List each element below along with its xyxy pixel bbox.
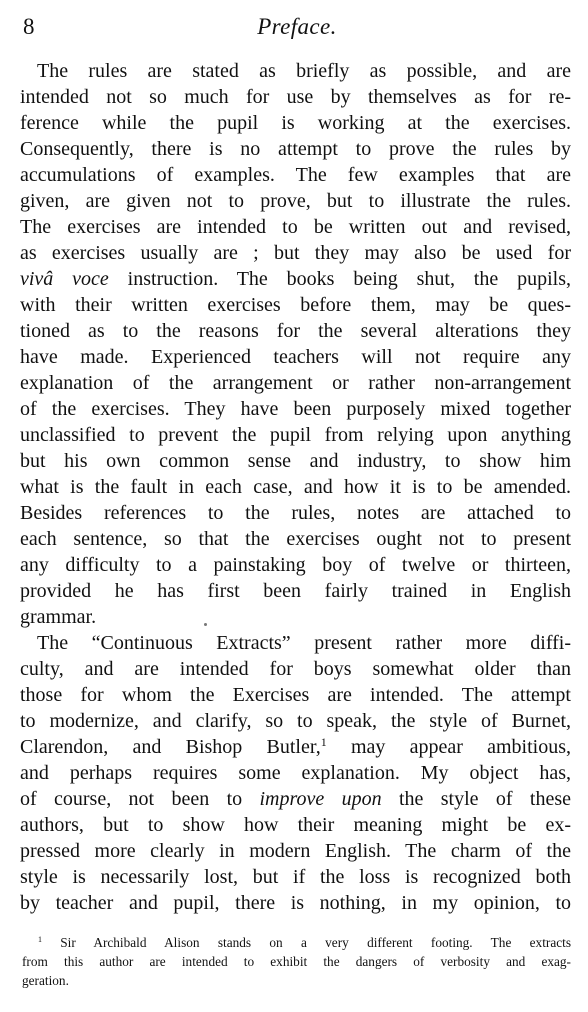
text-line: pressed more clearly in modern English. The charm of the xyxy=(20,840,571,862)
preface-body-text xyxy=(20,58,571,916)
text-line xyxy=(20,266,571,292)
print-speck xyxy=(204,623,207,626)
text-line: as exercises usually are ; but they may also be used for xyxy=(20,242,571,264)
footnote-line: geration. xyxy=(22,973,69,988)
italic-phrase: improve upon xyxy=(259,788,382,810)
text-line xyxy=(20,786,571,812)
text-line: tioned as to the reasons for the several alterations they xyxy=(20,320,571,342)
text-line: unclassified to prevent the pupil from relying upon anything xyxy=(20,424,571,446)
text-line xyxy=(20,734,571,760)
text-line: Consequently, there is no attempt to prove the rules by xyxy=(20,138,571,160)
text-line: provided he has first been fairly trained in English xyxy=(20,580,571,602)
footnote-line: from this author are intended to exhibit the dangers of verbosity and exag- xyxy=(22,954,571,969)
page-header xyxy=(23,10,571,44)
text-segment: may appear ambitious, xyxy=(326,736,571,758)
text-line: style is necessarily lost, but if the loss is recognized both xyxy=(20,866,571,888)
text-segment: the style of these xyxy=(381,788,571,810)
text-segment: Clarendon, and Bishop Butler, xyxy=(20,736,321,758)
text-line: authors, but to show how their meaning might be ex- xyxy=(20,814,571,836)
text-line: with their written exercises before them, may be ques- xyxy=(20,294,571,316)
text-line: given, are given not to prove, but to illustrate the rules. xyxy=(20,190,571,212)
text-line: those for whom the Exercises are intended. The attempt xyxy=(20,684,571,706)
text-line: but his own common sense and industry, to show him xyxy=(20,450,571,472)
text-segment: Sir Archibald Alison stands on a very different footing. The extracts xyxy=(60,935,571,950)
text-line: of the exercises. They have been purposely mixed together xyxy=(20,398,571,420)
italic-phrase: vivâ voce xyxy=(20,268,109,290)
running-title: Preface. xyxy=(257,14,337,39)
text-line: have made. Experienced teachers will not require any xyxy=(20,346,571,368)
footnote xyxy=(22,933,571,990)
text-line: ference while the pupil is working at the exercises. xyxy=(20,112,571,134)
text-segment: of course, not been to xyxy=(20,788,260,810)
text-line: accumulations of examples. The few examples that are xyxy=(20,164,571,186)
text-line: to modernize, and clarify, so to speak, the style of Burnet, xyxy=(20,710,571,732)
footnote-marker: 1 xyxy=(38,935,42,945)
text-line: Besides references to the rules, notes are attached to xyxy=(20,502,571,524)
page-number: 8 xyxy=(23,14,35,39)
footnote-reference: 1 xyxy=(320,734,327,749)
text-line: grammar. xyxy=(20,606,97,628)
text-line: The rules are stated as briefly as possible, and are xyxy=(37,60,571,82)
text-line: The exercises are intended to be written out and revised, xyxy=(20,216,571,238)
text-line: each sentence, so that the exercises ought not to present xyxy=(20,528,571,550)
text-line: intended not so much for use by themselves as for re- xyxy=(20,86,571,108)
footnote-line xyxy=(22,933,571,952)
text-line: explanation of the arrangement or rather non-arrangement xyxy=(20,372,571,394)
text-line: and perhaps requires some explanation. My object has, xyxy=(20,762,571,784)
text-line: The “Continuous Extracts” present rather more diffi- xyxy=(37,632,571,654)
text-line: culty, and are intended for boys somewhat older than xyxy=(20,658,571,680)
text-line: any difficulty to a painstaking boy of twelve or thirteen, xyxy=(20,554,571,576)
text-line: what is the fault in each case, and how it is to be amended. xyxy=(20,476,571,498)
text-line: by teacher and pupil, there is nothing, in my opinion, to xyxy=(20,892,571,914)
text-segment: instruction. The books being shut, the pupils, xyxy=(108,268,571,290)
